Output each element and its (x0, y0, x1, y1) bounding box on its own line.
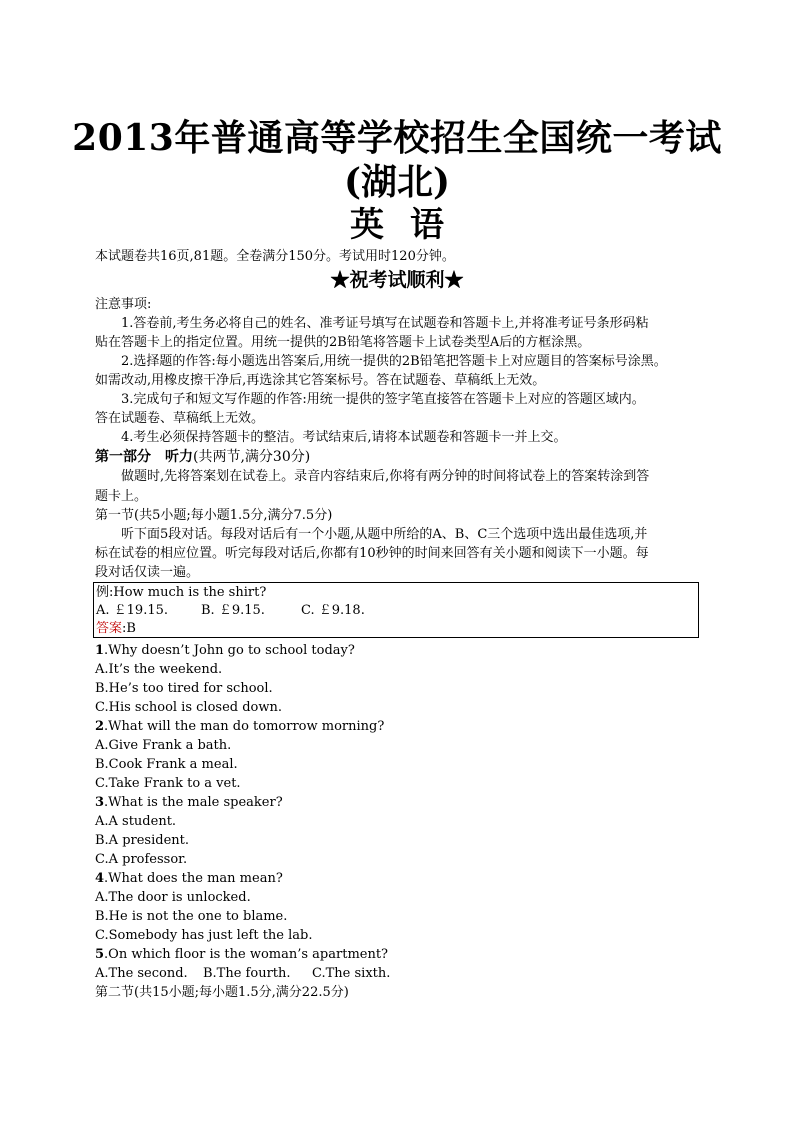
question-3-option-a: A.A student. (95, 814, 177, 829)
question-2-option-a: A.Give Frank a bath. (95, 738, 232, 753)
question-5 (95, 946, 388, 964)
example-answer-label: 答案 (96, 621, 123, 636)
section-1-heading: 第一节(共5小题;每小题1.5分,满分7.5分) (95, 508, 333, 523)
exam-subject: 英语 (350, 205, 470, 245)
question-3-option-b: B.A president. (95, 833, 190, 848)
question-1-option-b: B.He’s too tired for school. (95, 681, 273, 696)
question-5-option-c: C.The sixth. (312, 966, 391, 981)
example-options (96, 602, 365, 620)
notes-heading: 注意事项: (95, 297, 152, 312)
question-4-option-c: C.Somebody has just left the lab. (95, 928, 313, 943)
question-text: .What will the man do tomorrow morning? (104, 719, 385, 734)
question-5-option-b: B.The fourth. (203, 966, 291, 981)
part-1-heading (95, 448, 310, 467)
question-4-option-b: B.He is not the one to blame. (95, 909, 288, 924)
question-2-option-c: C.Take Frank to a vet. (95, 776, 241, 791)
section-1-instruction-line-3: 段对话仅读一遍。 (95, 565, 200, 580)
note-2-line-2: 如需改动,用橡皮擦干净后,再选涂其它答案标号。答在试题卷、草稿纸上无效。 (95, 373, 546, 388)
example-box (93, 582, 699, 638)
section-1-instruction-line-2: 标在试卷的相应位置。听完每段对话后,你都有10秒钟的时间来回答有关小题和阅读下一小题。每 (95, 546, 649, 561)
exam-title: 2013年普通高等学校招生全国统一考试 (72, 117, 722, 159)
question-text: .What is the male speaker? (104, 795, 283, 810)
question-text: .Why doesn’t John go to school today? (104, 643, 355, 658)
question-1-option-c: C.His school is closed down. (95, 700, 283, 715)
note-4: 4.考生必须保持答题卡的整洁。考试结束后,请将本试题卷和答题卡一并上交。 (121, 430, 567, 445)
question-number: 2 (95, 719, 105, 734)
question-3-option-c: C.A professor. (95, 852, 188, 867)
part-1-instruction-line-1: 做题时,先将答案划在试卷上。录音内容结束后,你将有两分钟的时间将试卷上的答案转涂到答 (121, 469, 650, 484)
note-1-line-1: 1.答卷前,考生务必将自己的姓名、准考证号填写在试题卷和答题卡上,并将准考证号条形码粘 (121, 316, 649, 331)
section-1-instruction-line-1: 听下面5段对话。每段对话后有一个小题,从题中所给的A、B、C三个选项中选出最佳选项,并 (121, 527, 648, 542)
question-5-options (95, 965, 390, 983)
example-answer-value: :B (122, 621, 136, 636)
example-option-b: B. ￡9.15. (201, 603, 265, 618)
part-1-label: 第一部分 听力 (95, 449, 193, 465)
question-text: .On which floor is the woman’s apartment? (104, 947, 389, 962)
question-1-option-a: A.It’s the weekend. (95, 662, 223, 677)
example-question: 例:How much is the shirt? (96, 585, 267, 600)
question-number: 5 (95, 947, 105, 962)
part-1-instruction-line-2: 题卡上。 (95, 489, 148, 504)
question-2 (95, 718, 384, 736)
part-1-score: (共两节,满分30分) (193, 449, 311, 465)
example-option-a: A. ￡19.15. (96, 603, 169, 618)
note-1-line-2: 贴在答题卡上的指定位置。用统一提供的2B铅笔将答题卡上试卷类型A后的方框涂黑。 (95, 335, 591, 350)
question-text: .What does the man mean? (104, 871, 283, 886)
question-4-option-a: A.The door is unlocked. (95, 890, 251, 905)
question-1 (95, 642, 355, 660)
question-4 (95, 870, 283, 888)
note-3-line-1: 3.完成句子和短文写作题的作答:用统一提供的签字笔直接答在答题卡上对应的答题区域内。 (121, 392, 645, 407)
question-5-option-a: A.The second. (95, 966, 188, 981)
question-number: 3 (95, 795, 105, 810)
example-answer (96, 620, 136, 638)
section-2-heading: 第二节(共15小题;每小题1.5分,满分22.5分) (95, 985, 349, 1000)
example-option-c: C. ￡9.18. (301, 603, 365, 618)
exam-intro: 本试题卷共16页,81题。全卷满分150分。考试用时120分钟。 (95, 249, 455, 264)
good-luck-banner: ★祝考试顺利★ (330, 269, 464, 291)
note-3-line-2: 答在试题卷、草稿纸上无效。 (95, 411, 265, 426)
exam-region: (湖北) (343, 161, 451, 203)
question-number: 4 (95, 871, 105, 886)
question-2-option-b: B.Cook Frank a meal. (95, 757, 238, 772)
question-3 (95, 794, 283, 812)
question-number: 1 (95, 643, 105, 658)
note-2-line-1: 2.选择题的作答:每小题选出答案后,用统一提供的2B铅笔把答题卡上对应题目的答案标号涂黑。 (121, 354, 667, 369)
